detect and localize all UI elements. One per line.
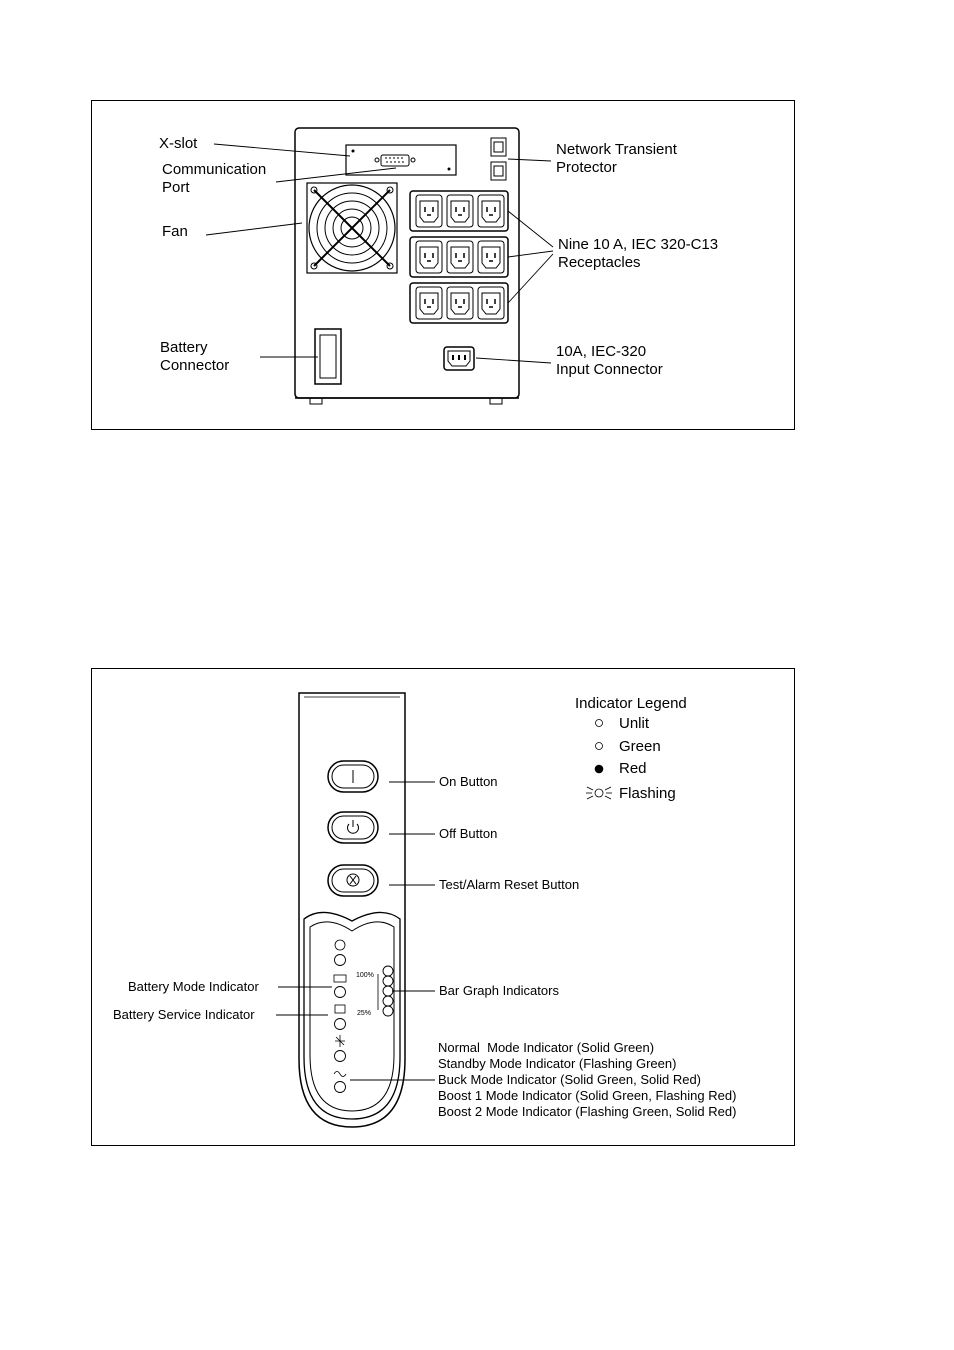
status-indicator-4 [335,1051,346,1062]
receptacle-5 [447,241,473,273]
label-mode-line-1: Normal Mode Indicator (Solid Green) [438,1040,655,1055]
legend-flashing: Flashing [619,785,676,802]
unlit-indicator-icon [596,720,603,727]
label-bar-100: 100% [356,972,374,979]
status-indicator-3 [335,1019,346,1030]
legend-title: Indicator Legend [575,695,687,712]
label-off-button: Off Button [439,826,498,841]
front-panel-diagram [91,668,795,1146]
label-receptacles-2: Receptacles [558,254,641,271]
label-test-button: Test/Alarm Reset Button [439,877,580,892]
label-battery-connector-2: Connector [160,357,230,374]
label-battery-service: Battery Service Indicator [113,1007,255,1022]
label-network-protector-1: Network Transient [556,141,677,158]
battery-service-symbol-icon [335,1005,345,1013]
leader-fan [206,223,302,235]
off-button[interactable] [328,812,378,843]
battery-symbol-icon [334,975,346,982]
test-alarm-reset-button[interactable] [328,865,378,896]
label-comm-port-2: Port [162,179,190,196]
flashing-indicator-icon [586,787,612,799]
leader-receptacle-2 [508,251,553,257]
receptacle-9 [478,287,504,319]
bar-graph-led-3 [383,986,393,996]
label-receptacles-1: Nine 10 A, IEC 320-C13 [558,236,719,253]
legend-green: Green [619,738,661,755]
communication-port [375,155,415,166]
leader-receptacle-3 [508,254,553,303]
front-panel-outline [299,693,405,1127]
status-indicator-1 [335,955,346,966]
label-comm-port-1: Communication [162,161,267,178]
red-indicator-icon [595,765,603,773]
xslot-cover [346,145,456,175]
label-input-connector-2: Input Connector [556,361,663,378]
legend-unlit: Unlit [619,715,650,732]
indicator-bay-inner [310,922,394,1111]
rear-panel-drawing [92,101,796,431]
status-indicator-5 [335,1082,346,1093]
label-network-protector-2: Protector [556,159,617,176]
ups-foot-right [490,398,502,404]
leader-receptacle-1 [508,211,553,247]
leader-input-connector [476,358,551,363]
receptacle-8 [447,287,473,319]
on-button[interactable] [328,761,378,792]
label-input-connector-1: 10A, IEC-320 [556,343,647,360]
receptacle-3 [478,195,504,227]
label-battery-connector-1: Battery [160,339,208,356]
bar-graph-led-1 [383,966,393,976]
green-indicator-icon [596,743,603,750]
ups-foot-left [310,398,322,404]
label-on-button: On Button [439,774,498,789]
receptacle-4 [416,241,442,273]
label-mode-line-2: Standby Mode Indicator (Flashing Green) [438,1056,677,1071]
alarm-symbol-icon [335,940,345,950]
legend-symbols [586,720,612,800]
label-bar-graph: Bar Graph Indicators [439,983,559,998]
receptacle-6 [478,241,504,273]
bar-graph-led-4 [383,996,393,1006]
iec-c13-receptacles [416,195,504,319]
leader-network-protector [508,159,551,161]
bar-graph-led-2 [383,976,393,986]
legend-red: Red [619,760,647,777]
label-bar-25: 25% [357,1010,372,1017]
status-indicator-2 [335,987,346,998]
label-fan: Fan [162,223,188,240]
receptacle-2 [447,195,473,227]
bypass-symbol-icon [335,1035,345,1047]
label-xslot: X-slot [159,135,198,152]
bar-graph-led-5 [383,1006,393,1016]
input-connector [444,347,474,370]
ac-wave-icon [334,1072,346,1077]
label-battery-mode: Battery Mode Indicator [128,979,259,994]
fan-icon [307,183,397,273]
network-transient-protector [491,138,506,180]
battery-connector [315,329,341,384]
receptacle-1 [416,195,442,227]
receptacle-7 [416,287,442,319]
label-mode-line-4: Boost 1 Mode Indicator (Solid Green, Flashing Red) [438,1088,737,1103]
bar-graph-indicators [383,966,393,1016]
label-mode-line-3: Buck Mode Indicator (Solid Green, Solid Red) [438,1072,702,1087]
rear-panel-diagram [91,100,795,430]
label-mode-line-5: Boost 2 Mode Indicator (Flashing Green, Solid Red) [438,1104,737,1119]
ups-rear-body [295,128,519,398]
leader-xslot [214,144,350,156]
